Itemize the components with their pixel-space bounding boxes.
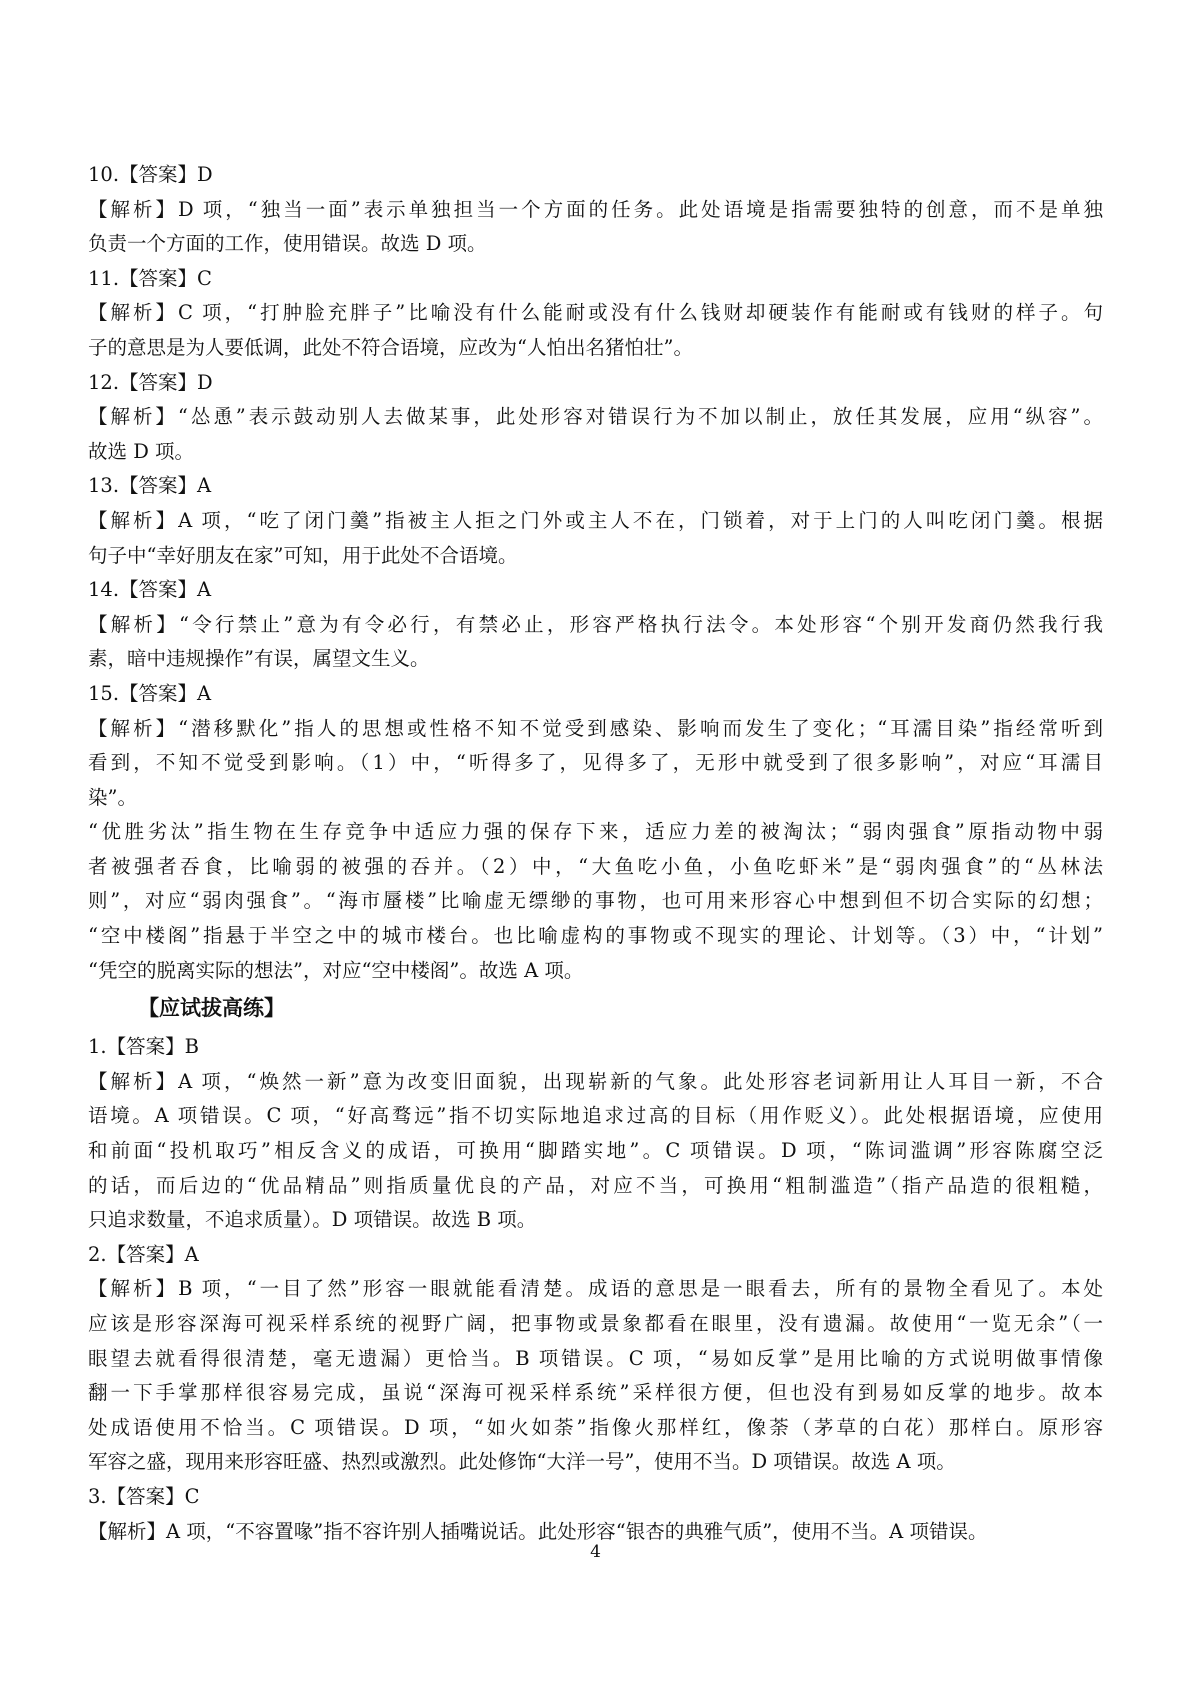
document-body	[88, 158, 1103, 1549]
analysis-line: 语境。A 项错误。C 项，“好高骛远”指不切实际地追求过高的目标（用作贬义）。此处根据语境，应使用	[88, 1104, 1103, 1128]
analysis-line: 【解析】D 项，“独当一面”表示单独担当一个方面的任务。此处语境是指需要独特的创意，而不是单独	[88, 197, 1103, 221]
analysis-line: 【解析】A 项，“不容置喙”指不容许别人插嘴说话。此处形容“银杏的典雅气质”，使用不当。A 项错误。	[88, 1519, 988, 1543]
analysis-line: 只追求数量，不追求质量）。D 项错误。故选 B 项。	[88, 1208, 537, 1232]
analysis-line: 素，暗中违规操作”有误，属望文生义。	[88, 647, 430, 671]
analysis-line: “空中楼阁”指悬于半空之中的城市楼台。也比喻虚构的事物或不现实的理论、计划等。（3）中，“计划”	[88, 924, 1103, 948]
analysis-line: 故选 D 项。	[88, 439, 195, 463]
answer-line: 12.【答案】D	[88, 370, 213, 394]
analysis-line: 【解析】C 项，“打肿脸充胖子”比喻没有什么能耐或没有什么钱财却硬装作有能耐或有钱财的样子。句	[88, 301, 1103, 325]
analysis-line: 翻一下手掌那样很容易完成，虽说“深海可视采样系统”采样很方便，但也没有到易如反掌的地步。故本	[88, 1381, 1103, 1405]
analysis-paragraph	[88, 1272, 1103, 1480]
analysis-line: 眼望去就看得很清楚，毫无遗漏）更恰当。B 项错误。C 项，“易如反掌”是用比喻的方式说明做事情像	[88, 1346, 1103, 1370]
practice-answers-part2	[88, 1030, 1103, 1549]
section-title: 【应试拔高练】	[138, 995, 285, 1021]
analysis-paragraph	[88, 400, 1103, 469]
analysis-line: 和前面“投机取巧”相反含义的成语，可换用“脚踏实地”。C 项错误。D 项，“陈词滥调”形容陈腐空泛	[88, 1139, 1103, 1163]
analysis-line: 者被强者吞食，比喻弱的被强的吞并。（2）中，“大鱼吃小鱼，小鱼吃虾米”是“弱肉强食”的“丛林法	[88, 854, 1103, 878]
analysis-line: “优胜劣汰”指生物在生存竞争中适应力强的保存下来，适应力差的被淘汰；“弱肉强食”原指动物中弱	[88, 820, 1103, 844]
analysis-line: 处成语使用不恰当。C 项错误。D 项，“如火如荼”指像火那样红，像荼（茅草的白花）那样白。原形容	[88, 1415, 1103, 1439]
analysis-paragraph	[88, 296, 1103, 365]
analysis-paragraph	[88, 193, 1103, 262]
analysis-line: 看到，不知不觉受到影响。（1）中，“听得多了，见得多了，无形中就受到了很多影响”，对应“耳濡目	[88, 751, 1103, 775]
analysis-line: 【解析】“怂恿”表示鼓动别人去做某事，此处形容对错误行为不加以制止，放任其发展，应用“纵容”。	[88, 405, 1103, 429]
practice-answers-part1	[88, 158, 1103, 988]
analysis-line: 则”，对应“弱肉强食”。“海市蜃楼”比喻虚无缥缈的事物，也可用来形容心中想到但不切合实际的幻想；	[88, 889, 1103, 913]
analysis-paragraph	[88, 608, 1103, 677]
analysis-line: 负责一个方面的工作，使用错误。故选 D 项。	[88, 232, 487, 256]
answer-line: 2.【答案】A	[88, 1242, 199, 1266]
answer-line: 3.【答案】C	[88, 1484, 200, 1508]
analysis-line: 句子中“幸好朋友在家”可知，用于此处不合语境。	[88, 543, 518, 567]
answer-line: 11.【答案】C	[88, 266, 212, 290]
analysis-line: 染”。	[88, 785, 137, 809]
analysis-line: 【解析】“令行禁止”意为有令必行，有禁必止，形容严格执行法令。本处形容“个别开发商仍然我行我	[88, 612, 1103, 636]
analysis-paragraph	[88, 712, 1103, 989]
analysis-line: 【解析】B 项，“一目了然”形容一眼就能看清楚。成语的意思是一眼看去，所有的景物全看见了。本处	[88, 1277, 1103, 1301]
analysis-line: 应该是形容深海可视采样系统的视野广阔，把事物或景象都看在眼里，没有遗漏。故使用“一览无余”（一	[88, 1312, 1103, 1335]
analysis-line: 【解析】A 项，“吃了闭门羹”指被主人拒之门外或主人不在，门锁着，对于上门的人叫吃闭门羹。根据	[88, 508, 1103, 532]
analysis-line: 军容之盛，现用来形容旺盛、热烈或激烈。此处修饰“大洋一号”，使用不当。D 项错误。故选 A 项。	[88, 1450, 956, 1474]
analysis-paragraph	[88, 1065, 1103, 1238]
answer-line: 14.【答案】A	[88, 578, 212, 602]
analysis-line: 【解析】A 项，“焕然一新”意为改变旧面貌，出现崭新的气象。此处形容老词新用让人耳目一新，不合	[88, 1069, 1103, 1093]
answer-line: 13.【答案】A	[88, 474, 212, 498]
answer-line: 10.【答案】D	[88, 163, 213, 186]
answer-line: 15.【答案】A	[88, 681, 212, 705]
page-number: 4	[590, 1542, 601, 1562]
analysis-line: 子的意思是为人要低调，此处不符合语境，应改为“人怕出名猪怕壮”。	[88, 335, 693, 359]
answer-line: 1.【答案】B	[88, 1035, 199, 1059]
analysis-paragraph	[88, 504, 1103, 573]
analysis-line: 的话，而后边的“优品精品”则指质量优良的产品，对应不当，可换用“粗制滥造”（指产品造的很粗糙，	[88, 1173, 1103, 1197]
analysis-line: “凭空的脱离实际的想法”，对应“空中楼阁”。故选 A 项。	[88, 958, 584, 982]
analysis-line: 【解析】“潜移默化”指人的思想或性格不知不觉受到感染、影响而发生了变化；“耳濡目染”指经常听到	[88, 716, 1103, 740]
